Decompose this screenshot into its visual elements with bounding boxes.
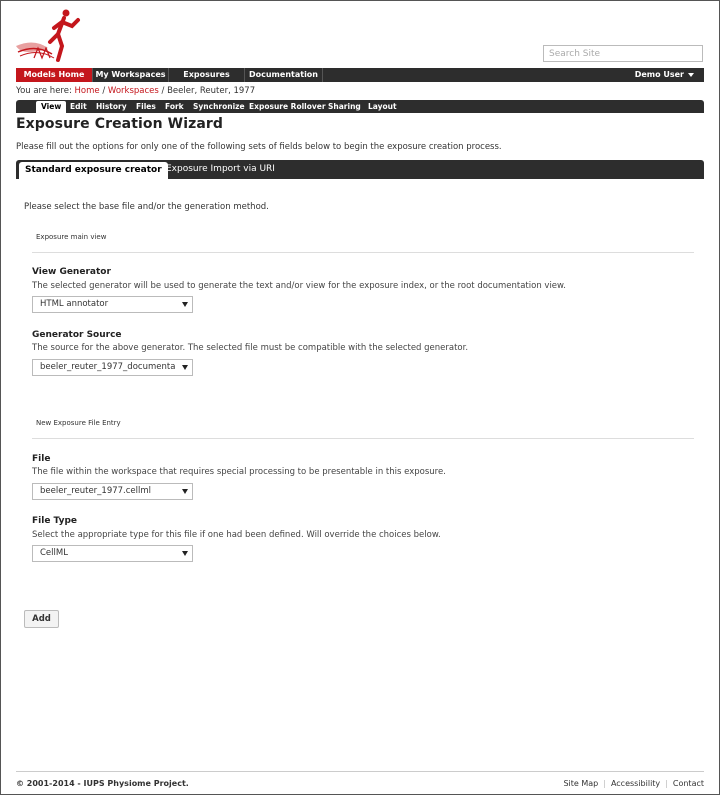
search-input[interactable] — [543, 45, 703, 62]
view-generator-label: View Generator — [32, 267, 111, 277]
section-legend-new-exposure-file: New Exposure File Entry — [36, 419, 121, 427]
section-divider — [32, 252, 694, 253]
dropdown-arrow-icon — [182, 365, 188, 370]
dropdown-arrow-icon — [182, 551, 188, 556]
workspace-subnav — [16, 100, 704, 113]
subnav-history[interactable]: History — [96, 102, 127, 111]
file-type-value: CellML — [40, 548, 68, 558]
section-divider — [32, 438, 694, 439]
user-menu-label: Demo User — [634, 70, 684, 79]
footer-link-contact[interactable]: Contact — [672, 779, 704, 788]
subnav-synchronize[interactable]: Synchronize — [193, 102, 245, 111]
physiome-logo[interactable] — [14, 8, 84, 64]
subnav-exposure-rollover[interactable]: Exposure Rollover — [249, 102, 326, 111]
footer-divider — [16, 771, 704, 772]
page-intro: Please fill out the options for only one of the following sets of fields below to begin the exposure creation process. — [16, 142, 502, 152]
subnav-fork[interactable]: Fork — [165, 102, 184, 111]
breadcrumb-current: Beeler, Reuter, 1977 — [167, 86, 256, 96]
breadcrumb-home-link[interactable]: Home — [74, 86, 100, 96]
nav-documentation[interactable]: Documentation — [245, 68, 323, 82]
page-title: Exposure Creation Wizard — [16, 116, 224, 132]
dropdown-arrow-icon — [182, 302, 188, 307]
file-type-help: Select the appropriate type for this file if one had been defined. Will override the choices below. — [32, 530, 441, 540]
tab-exposure-import-via-uri[interactable]: Exposure Import via URI — [166, 164, 275, 174]
breadcrumb-separator: / — [161, 86, 165, 96]
add-button[interactable]: Add — [24, 610, 59, 628]
file-type-label: File Type — [32, 516, 78, 526]
subnav-edit[interactable]: Edit — [70, 102, 87, 111]
tab-standard-exposure-creator[interactable]: Standard exposure creator — [19, 162, 168, 179]
footer-separator: | — [665, 779, 668, 788]
view-generator-help: The selected generator will be used to generate the text and/or view for the exposure index, or the root documentation view. — [32, 281, 566, 291]
subnav-view[interactable]: View — [36, 101, 66, 113]
file-value: beeler_reuter_1977.cellml — [40, 486, 152, 496]
generator-source-select[interactable] — [32, 359, 193, 376]
breadcrumb-workspaces-link[interactable]: Workspaces — [107, 86, 159, 96]
subnav-files[interactable]: Files — [136, 102, 156, 111]
view-generator-select[interactable] — [32, 296, 193, 313]
nav-exposures[interactable]: Exposures — [169, 68, 245, 82]
file-select[interactable] — [32, 483, 193, 500]
footer-links — [563, 779, 704, 788]
breadcrumb — [16, 86, 255, 96]
dropdown-arrow-icon — [182, 489, 188, 494]
form-tabs — [16, 160, 704, 179]
footer-copyright: © 2001-2014 - IUPS Physiome Project. — [16, 779, 189, 788]
file-label: File — [32, 454, 51, 464]
subnav-sharing[interactable]: Sharing — [328, 102, 361, 111]
nav-models-home[interactable]: Models Home — [16, 68, 93, 82]
form-prompt: Please select the base file and/or the generation method. — [24, 202, 269, 212]
view-generator-value: HTML annotator — [40, 299, 109, 309]
caret-down-icon — [688, 73, 694, 77]
footer-link-site-map[interactable]: Site Map — [563, 779, 599, 788]
file-type-select[interactable] — [32, 545, 193, 562]
footer-link-accessibility[interactable]: Accessibility — [610, 779, 661, 788]
subnav-layout[interactable]: Layout — [368, 102, 397, 111]
generator-source-value: beeler_reuter_1977_documenta — [40, 362, 176, 372]
generator-source-help: The source for the above generator. The selected file must be compatible with the selected generator. — [32, 343, 469, 353]
section-legend-main-view: Exposure main view — [36, 233, 107, 241]
breadcrumb-prefix: You are here: — [16, 86, 72, 96]
generator-source-label: Generator Source — [32, 330, 122, 340]
main-nav — [16, 68, 704, 82]
file-help: The file within the workspace that requires special processing to be presentable in this exposure. — [32, 467, 446, 477]
user-menu[interactable] — [635, 68, 694, 82]
footer-separator: | — [603, 779, 606, 788]
breadcrumb-separator: / — [102, 86, 106, 96]
nav-my-workspaces[interactable]: My Workspaces — [93, 68, 169, 82]
